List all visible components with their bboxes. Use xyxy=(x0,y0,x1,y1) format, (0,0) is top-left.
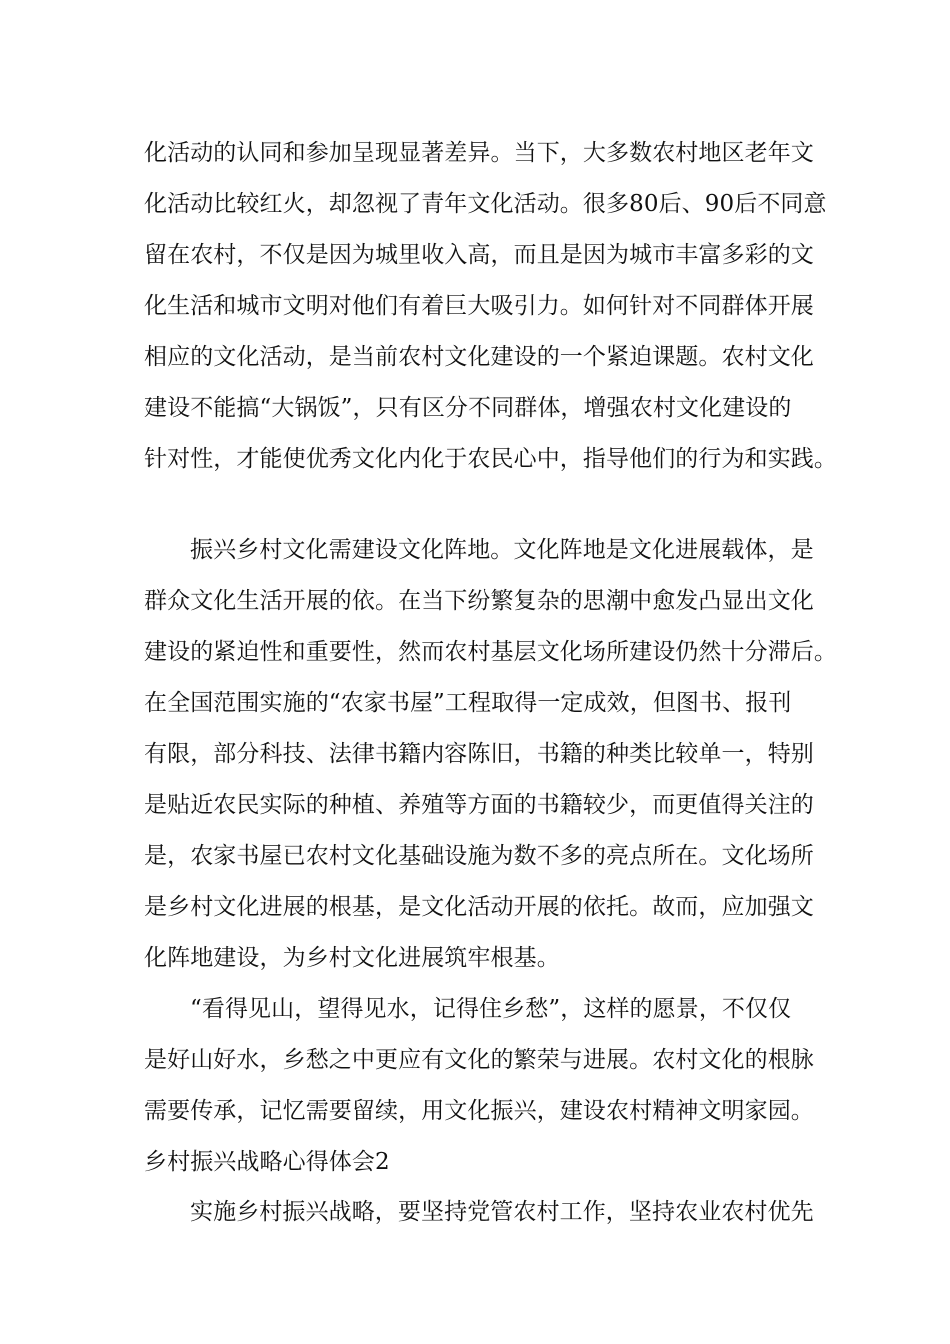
text-line: 建设的紧迫性和重要性，然而农村基层文化场所建设仍然十分滞后。 xyxy=(144,639,837,665)
text-line: 有限，部分科技、法律书籍内容陈旧，书籍的种类比较单一，特别 xyxy=(144,741,814,767)
text-line: 是好山好水，乡愁之中更应有文化的繁荣与进展。农村文化的根脉 xyxy=(144,1047,814,1073)
text-line: 化阵地建设，为乡村文化进展筑牢根基。 xyxy=(144,945,560,971)
text-line: 留在农村，不仅是因为城里收入高，而且是因为城市丰富多彩的文 xyxy=(144,242,814,268)
text-line: 化活动比较红火，却忽视了青年文化活动。很多80后、90后不同意 xyxy=(144,191,827,217)
text-line: 需要传承，记忆需要留续，用文化振兴，建设农村精神文明家园。 xyxy=(144,1098,814,1124)
text-line: 是贴近农民实际的种植、养殖等方面的书籍较少，而更值得关注的 xyxy=(144,792,814,818)
text-line: 群众文化生活开展的依。在当下纷繁复杂的思潮中愈发凸显出文化 xyxy=(144,588,814,614)
section-heading-text: 乡村振兴战略心得体会2 xyxy=(144,1149,390,1175)
text-line: 化活动的认同和参加呈现显著差异。当下，大多数农村地区老年文 xyxy=(144,140,814,166)
paragraph-4 xyxy=(144,1187,816,1238)
paragraph-2 xyxy=(144,525,837,984)
text-line: 振兴乡村文化需建设文化阵地。文化阵地是文化进展载体，是 xyxy=(190,537,814,563)
text-line: 建设不能搞“大锅饭”，只有区分不同群体，增强农村文化建设的 xyxy=(144,395,792,421)
section-heading xyxy=(144,1137,816,1188)
paragraph-3 xyxy=(144,984,816,1137)
text-line: 针对性，才能使优秀文化内化于农民心中，指导他们的行为和实践。 xyxy=(144,446,837,472)
text-line: 化生活和城市文明对他们有着巨大吸引力。如何针对不同群体开展 xyxy=(144,293,814,319)
text-line: 实施乡村振兴战略，要坚持党管农村工作，坚持农业农村优先 xyxy=(190,1199,814,1225)
text-line: 相应的文化活动，是当前农村文化建设的一个紧迫课题。农村文化 xyxy=(144,344,814,370)
text-line: 在全国范围实施的“农家书屋”工程取得一定成效，但图书、报刊 xyxy=(144,690,792,716)
text-line: 是乡村文化进展的根基，是文化活动开展的依托。故而，应加强文 xyxy=(144,894,814,920)
text-line: 是，农家书屋已农村文化基础设施为数不多的亮点所在。文化场所 xyxy=(144,843,814,869)
paragraph-1 xyxy=(144,128,837,485)
text-line: “看得见山，望得见水，记得住乡愁”，这样的愿景，不仅仅 xyxy=(190,996,792,1022)
